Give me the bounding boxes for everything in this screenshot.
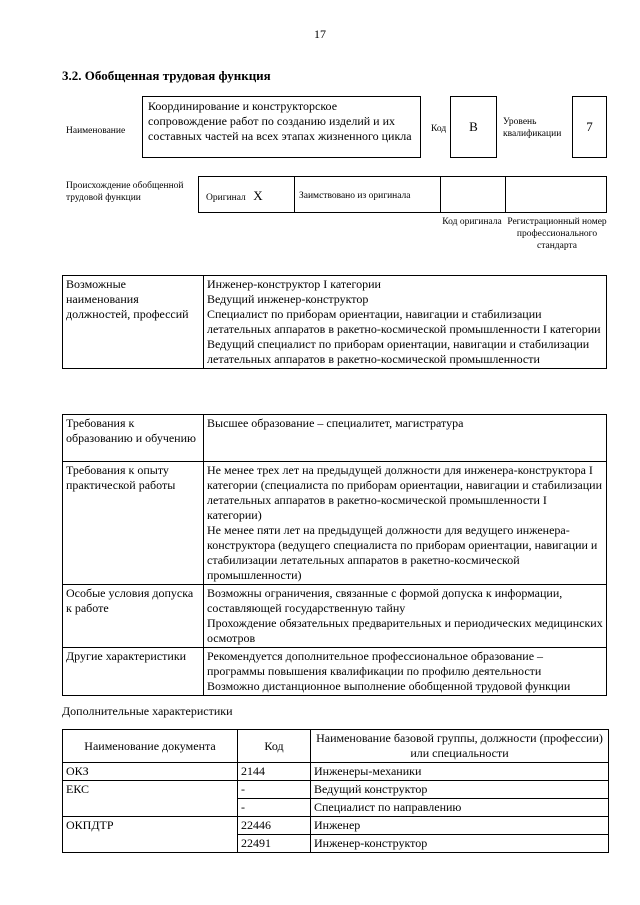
- other-characteristics-label: Другие характеристики: [63, 648, 204, 696]
- level-label: Уровень квалификации: [503, 117, 562, 139]
- row-name: Специалист по направлению: [311, 799, 609, 817]
- origin-table: [198, 176, 607, 213]
- additional-title: Дополнительные характеристики: [62, 704, 233, 718]
- code-label: Код: [431, 124, 447, 134]
- additional-table: [62, 729, 609, 853]
- row-name: Инженер: [311, 817, 609, 835]
- section-title: 3.2. Обобщенная трудовая функция: [62, 68, 271, 83]
- education-value: Высшее образование – специалитет, магистратура: [204, 415, 607, 462]
- origin-label: Происхождение обобщенной трудовой функции: [66, 181, 184, 203]
- code-original-caption: Код оригинала: [442, 217, 502, 227]
- position-item: Ведущий инженер-конструктор: [207, 292, 369, 306]
- special-conditions-label: Особые условия допуска к работе: [63, 585, 204, 648]
- function-code-value: B: [469, 119, 478, 134]
- row-name: Инженер-конструктор: [311, 835, 609, 853]
- row-doc: ОКПДТР: [63, 817, 238, 853]
- row-code: 22491: [238, 835, 311, 853]
- position-item: Инженер-конструктор I категории: [207, 277, 381, 291]
- qualification-level-box: [572, 96, 607, 158]
- header-name: Наименование базовой группы, должности (профессии) или специальности: [311, 730, 609, 763]
- position-item: Ведущий специалист по приборам ориентации, навигации и стабилизации летательных аппаратов в ракетно-космической промышленности: [207, 337, 590, 366]
- header-code: Код: [238, 730, 311, 763]
- experience-value: Не менее трех лет на предыдущей должности для инженера-конструктора I категории (специалиста по приборам ориентации, навигации и стабилизации летательных аппаратов в ракетно-космической промышленности I категории) Не менее пяти лет на предыдущей должности для ведущего инженера-конструктора (ведущего специалиста по приборам ориентации, навигации и стабилизации летательных аппаратов в ракетно-космической промышленности): [204, 462, 607, 585]
- original-mark: X: [253, 188, 263, 203]
- row-code: 2144: [238, 763, 311, 781]
- name-label: Наименование: [66, 126, 126, 136]
- function-code-box: [450, 96, 497, 158]
- row-name: Ведущий конструктор: [311, 781, 609, 799]
- row-doc: ЕКС: [63, 781, 238, 817]
- row-doc: ОКЗ: [63, 763, 238, 781]
- row-code: 22446: [238, 817, 311, 835]
- row-code: -: [238, 781, 311, 799]
- original-label: Оригинал: [206, 193, 246, 203]
- requirements-table: [62, 414, 607, 696]
- qualification-level-value: 7: [586, 119, 593, 134]
- function-name-box: [142, 96, 421, 158]
- experience-label: Требования к опыту практической работы: [63, 462, 204, 585]
- page-number: 17: [314, 27, 326, 41]
- positions-list: [204, 276, 607, 369]
- special-conditions-value: Возможны ограничения, связанные с формой допуска к информации, составляющей государственную тайну Прохождение обязательных предварительных и периодических медицинских осмотров: [204, 585, 607, 648]
- positions-table: [62, 275, 607, 369]
- function-name-value: Координирование и конструкторское сопровождение работ по созданию изделий и их составных частей на всех этапах жизненного цикла: [148, 99, 412, 143]
- other-characteristics-value: Рекомендуется дополнительное профессиональное образование – программы повышения квалификации по профилю деятельности Возможно дистанционное выполнение обобщенной трудовой функции: [204, 648, 607, 696]
- position-item: Специалист по приборам ориентации, навигации и стабилизации летательных аппаратов в ракетно-космической промышленности I категории: [207, 307, 601, 336]
- positions-label: Возможные наименования должностей, профессий: [63, 276, 204, 369]
- header-document: Наименование документа: [63, 730, 238, 763]
- row-code: -: [238, 799, 311, 817]
- education-label: Требования к образованию и обучению: [63, 415, 204, 462]
- reg-number-caption: Регистрационный номер профессионального стандарта: [507, 217, 607, 251]
- borrowed-label: Заимствовано из оригинала: [299, 191, 411, 201]
- row-name: Инженеры-механики: [311, 763, 609, 781]
